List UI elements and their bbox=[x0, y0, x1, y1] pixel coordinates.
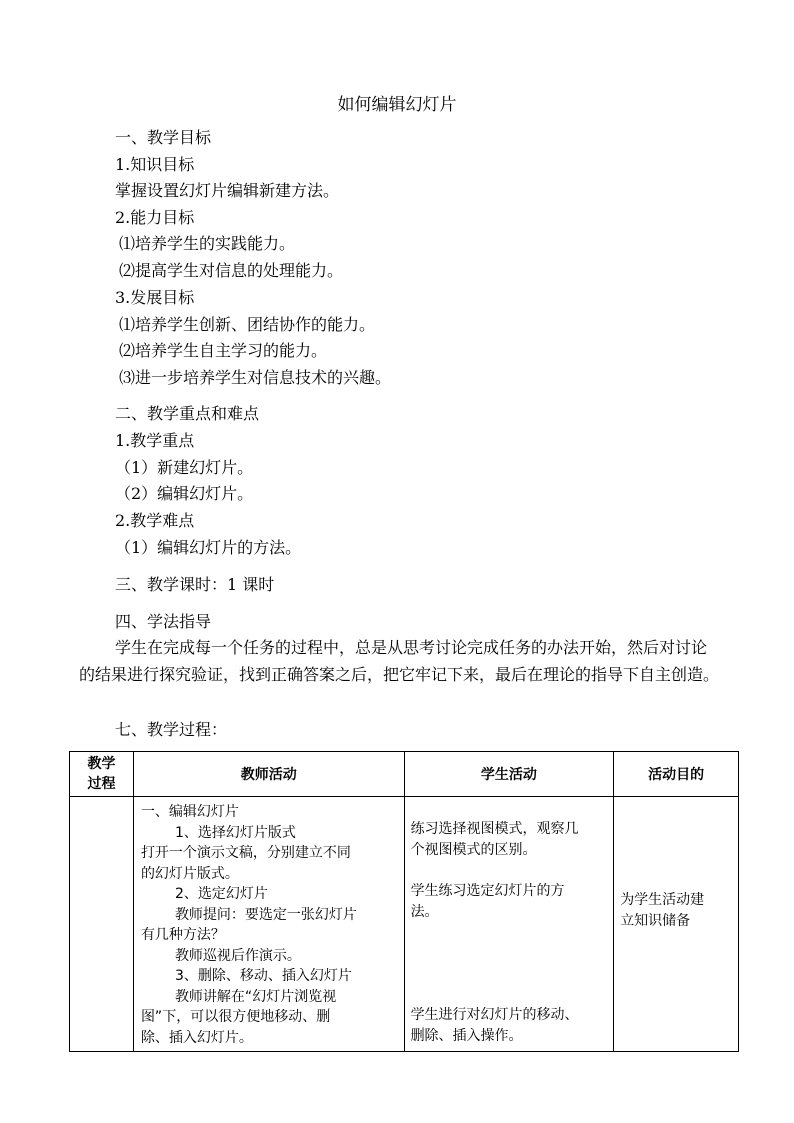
development-item-3: ⑶进一步培养学生对信息技术的兴趣。 bbox=[119, 368, 392, 387]
student-line: 法。 bbox=[410, 903, 439, 920]
subheading-development: 3.发展目标 bbox=[115, 288, 195, 307]
header-student-activity: 学生活动 bbox=[404, 752, 614, 797]
development-item-1: ⑴培养学生创新、团结协作的能力。 bbox=[119, 315, 376, 334]
purpose-line: 为学生活动建 bbox=[620, 892, 705, 908]
subheading-difficulties: 2.教学难点 bbox=[115, 511, 195, 530]
teacher-line: 教师巡视后作演示。 bbox=[174, 947, 301, 964]
teacher-line: 1、选择幻灯片版式 bbox=[174, 824, 296, 841]
study-method-paragraph: 学生在完成每一个任务的过程中，总是从思考讨论完成任务的办法开始，然后对讨论的结果进行探究验证，找到正确答案之后，把它牢记下来，最后在理论的指导下自主创造。 bbox=[79, 638, 720, 684]
student-line: 学生练习选定幻灯片的方 bbox=[410, 883, 565, 899]
ability-item-1: ⑴培养学生的实践能力。 bbox=[119, 234, 296, 253]
subheading-ability: 2.能力目标 bbox=[115, 208, 195, 227]
section-heading-process: 七、教学过程： bbox=[115, 720, 228, 739]
header-teacher-activity: 教师活动 bbox=[133, 752, 404, 797]
page-title: 如何编辑幻灯片 bbox=[337, 95, 457, 115]
teacher-line: 3、删除、移动、插入幻灯片 bbox=[174, 968, 352, 984]
key-point-item-2: （2）编辑幻灯片。 bbox=[115, 484, 254, 503]
purpose-line: 立知识储备 bbox=[620, 912, 691, 929]
table-header-row bbox=[70, 752, 739, 797]
teacher-line: 教师讲解在“幻灯片浏览视 bbox=[174, 988, 337, 1005]
process-cell bbox=[70, 797, 134, 1052]
subheading-key-points: 1.教学重点 bbox=[115, 431, 195, 450]
purpose-cell bbox=[614, 797, 739, 1052]
teacher-line: 有几种方法？ bbox=[140, 927, 225, 943]
subheading-knowledge: 1.知识目标 bbox=[115, 155, 195, 174]
student-line: 练习选择视图模式，观察几 bbox=[410, 821, 579, 837]
student-line: 学生进行对幻灯片的移动、 bbox=[410, 1007, 579, 1023]
teacher-line: 除、插入幻灯片。 bbox=[140, 1029, 253, 1046]
header-purpose: 活动目的 bbox=[614, 752, 739, 797]
ability-item-2: ⑵提高学生对信息的处理能力。 bbox=[119, 261, 344, 280]
key-point-item-1: （1）新建幻灯片。 bbox=[115, 458, 254, 477]
teacher-line: 教师提问：要选定一张幻灯片 bbox=[174, 906, 357, 923]
student-line: 删除、插入操作。 bbox=[410, 1027, 523, 1044]
student-line: 个视图模式的区别。 bbox=[410, 841, 537, 858]
teacher-line: 一、编辑幻灯片 bbox=[140, 804, 239, 820]
section-heading-key-points: 二、教学重点和难点 bbox=[115, 404, 260, 423]
student-activity-cell bbox=[404, 797, 614, 1052]
teacher-line: 的幻灯片版式。 bbox=[140, 865, 239, 882]
knowledge-text: 掌握设置幻灯片编辑新建方法。 bbox=[115, 181, 340, 200]
teacher-line: 图”下，可以很方便地移动、删 bbox=[140, 1009, 331, 1025]
header-process: 教学过程 bbox=[70, 752, 134, 797]
table-row bbox=[70, 797, 739, 1052]
teaching-process-table bbox=[69, 751, 739, 1052]
section-heading-objectives: 一、教学目标 bbox=[115, 128, 212, 147]
difficulty-item-1: （1）编辑幻灯片的方法。 bbox=[115, 538, 302, 557]
section-heading-study-method: 四、学法指导 bbox=[115, 612, 212, 631]
section-heading-hours: 三、教学课时：1 课时 bbox=[115, 575, 275, 594]
teacher-activity-cell bbox=[133, 797, 404, 1052]
development-item-2: ⑵培养学生自主学习的能力。 bbox=[119, 341, 328, 360]
teacher-line: 打开一个演示文稿，分别建立不同 bbox=[140, 845, 351, 861]
teacher-line: 2、选定幻灯片 bbox=[174, 886, 268, 902]
